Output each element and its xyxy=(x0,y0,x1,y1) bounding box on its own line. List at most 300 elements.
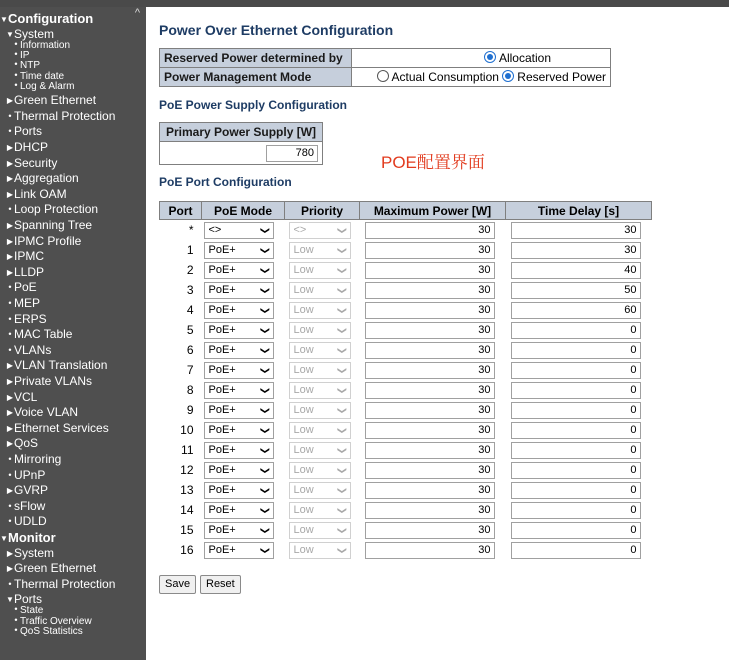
time-delay-input[interactable]: 0 xyxy=(511,542,641,559)
chevron-down-icon: ❯ xyxy=(337,286,348,294)
chevron-down-icon: ❯ xyxy=(337,446,348,454)
collapsed-chevron-icon: ▶ xyxy=(6,236,14,246)
sidebar-item-lldp[interactable] xyxy=(6,266,44,278)
sidebar-item-configuration[interactable] xyxy=(0,12,93,25)
priority-select xyxy=(289,342,351,359)
main-content xyxy=(146,7,729,660)
bullet-icon: • xyxy=(14,59,18,70)
port-number: * xyxy=(188,223,194,237)
sidebar-item-monitor[interactable] xyxy=(0,531,56,544)
annotation-text: POE配置界面 xyxy=(381,153,485,172)
sidebar-item-label: IPMC Profile xyxy=(14,233,82,248)
collapsed-chevron-icon: ▶ xyxy=(6,486,14,496)
chevron-down-icon: ❯ xyxy=(337,246,348,254)
chevron-down-icon: ❯ xyxy=(260,346,271,354)
sidebar-item-ipmc[interactable] xyxy=(6,250,44,262)
port-row xyxy=(160,360,652,380)
max-power-input[interactable]: 30 xyxy=(365,302,495,319)
sidebar-item-erps[interactable] xyxy=(6,313,47,325)
port-number: 2 xyxy=(186,263,194,277)
bullet-icon: • xyxy=(14,614,18,625)
port-number: 16 xyxy=(180,543,194,557)
port-config-heading: PoE Port Configuration xyxy=(159,175,292,189)
expanded-chevron-icon: ▼ xyxy=(6,595,14,605)
chevron-down-icon: ❯ xyxy=(337,266,348,274)
sidebar-item-label: Ethernet Services xyxy=(14,420,109,435)
poe-mode-select[interactable] xyxy=(204,402,274,419)
sidebar-item-label: MEP xyxy=(14,296,41,310)
bullet-icon: • xyxy=(8,126,12,137)
poe-mode-select[interactable] xyxy=(204,282,274,299)
time-delay-input[interactable]: 60 xyxy=(511,302,641,319)
poe-mode-select[interactable] xyxy=(204,262,274,279)
chevron-down-icon: ❯ xyxy=(260,486,271,494)
poe-mode-select[interactable] xyxy=(204,222,274,239)
port-row xyxy=(160,280,652,300)
sidebar-item-vcl[interactable] xyxy=(6,391,37,403)
port-config-table xyxy=(159,201,652,560)
max-power-input[interactable]: 30 xyxy=(365,402,495,419)
time-delay-input[interactable]: 0 xyxy=(511,462,641,479)
sidebar-item-label: Mirroring xyxy=(14,452,62,466)
poe-mode-select[interactable] xyxy=(204,542,274,559)
collapsed-chevron-icon: ▶ xyxy=(6,221,14,230)
collapsed-chevron-icon: ▶ xyxy=(6,564,14,574)
priority-select xyxy=(289,282,351,299)
sidebar-item-label: State xyxy=(20,605,44,617)
port-number: 3 xyxy=(186,283,194,297)
poe-mode-select[interactable] xyxy=(204,362,274,379)
sidebar-item-link-oam[interactable] xyxy=(6,188,67,200)
max-power-input[interactable]: 30 xyxy=(365,242,495,259)
chevron-down-icon: ❯ xyxy=(337,526,348,534)
poe-mode-value: PoE+ xyxy=(208,283,236,296)
sidebar-item-label: Voice VLAN xyxy=(14,405,79,420)
collapsed-chevron-icon: ▶ xyxy=(6,189,14,199)
sidebar-item-label: Green Ethernet xyxy=(14,93,97,108)
collapsed-chevron-icon: ▶ xyxy=(6,408,14,418)
bullet-icon: • xyxy=(8,578,12,589)
priority-value: Low xyxy=(293,263,314,276)
port-number: 6 xyxy=(186,343,194,357)
power-mode-table xyxy=(159,48,611,87)
sidebar-item-upnp[interactable] xyxy=(6,469,45,481)
priority-value: Low xyxy=(293,363,314,376)
sidebar-item-label: NTP xyxy=(20,60,40,72)
sidebar-item-label: PoE xyxy=(14,280,37,295)
port-row xyxy=(160,260,652,280)
priority-value: Low xyxy=(293,443,314,456)
sidebar-item-qos[interactable] xyxy=(6,437,38,449)
sidebar-item-label: Private VLANs xyxy=(14,374,93,388)
bullet-icon: • xyxy=(14,80,18,91)
sidebar-item-ethernet-services[interactable] xyxy=(6,422,109,434)
max-power-input[interactable]: 30 xyxy=(365,342,495,359)
chevron-down-icon: ❯ xyxy=(260,406,271,414)
time-delay-input[interactable]: 0 xyxy=(511,382,641,399)
port-row xyxy=(160,240,652,260)
poe-mode-select[interactable] xyxy=(204,322,274,339)
port-number: 1 xyxy=(186,243,194,257)
bullet-icon: • xyxy=(14,604,18,615)
sidebar-item-label: Ports xyxy=(14,592,43,607)
bullet-icon: • xyxy=(14,49,18,59)
collapsed-chevron-icon: ▶ xyxy=(6,361,14,371)
collapsed-chevron-icon: ▶ xyxy=(6,423,14,433)
max-power-input[interactable]: 30 xyxy=(365,442,495,459)
bullet-icon: • xyxy=(8,344,12,355)
chevron-down-icon: ❯ xyxy=(260,386,271,394)
max-power-input[interactable]: 30 xyxy=(365,422,495,439)
reserved-power-options xyxy=(352,49,611,68)
port-number: 5 xyxy=(186,323,194,337)
priority-value: Low xyxy=(293,283,314,296)
collapsed-chevron-icon: ▶ xyxy=(6,377,14,386)
sidebar-item-label: UDLD xyxy=(14,514,47,529)
sidebar-item-green-ethernet[interactable] xyxy=(6,562,96,574)
collapsed-chevron-icon: ▶ xyxy=(6,548,14,558)
chevron-down-icon: ❯ xyxy=(337,426,348,434)
port-row xyxy=(160,520,652,540)
sidebar-item-vlan-translation[interactable] xyxy=(6,359,107,371)
sidebar-item-label: sFlow xyxy=(14,498,46,513)
chevron-down-icon: ❯ xyxy=(260,306,271,314)
sidebar-item-security[interactable] xyxy=(6,157,57,169)
sidebar-item-label: System xyxy=(14,545,55,560)
col-priority: Priority xyxy=(285,202,360,220)
bullet-icon: • xyxy=(8,469,12,480)
expanded-chevron-icon: ▼ xyxy=(0,534,8,543)
priority-select xyxy=(289,362,351,379)
chevron-down-icon: ❯ xyxy=(260,266,271,274)
sidebar-item-ports[interactable] xyxy=(6,125,42,137)
collapsed-chevron-icon: ▶ xyxy=(6,439,14,449)
priority-select xyxy=(289,242,351,259)
max-power-input[interactable]: 30 xyxy=(365,222,495,239)
sidebar-item-label: DHCP xyxy=(14,140,49,154)
chevron-down-icon: ❯ xyxy=(337,386,348,394)
priority-value: Low xyxy=(293,483,314,496)
priority-value: Low xyxy=(293,523,314,536)
reserved-power-radio-label: Reserved Power xyxy=(517,70,606,84)
col-maximum-power: Maximum Power [W] xyxy=(360,202,506,220)
chevron-down-icon: ❯ xyxy=(337,486,348,494)
sidebar-item-aggregation[interactable] xyxy=(6,172,79,184)
expanded-chevron-icon: ▼ xyxy=(0,15,8,24)
chevron-down-icon: ❯ xyxy=(337,366,348,374)
priority-value: Low xyxy=(293,543,314,556)
sidebar-item-label: Log & Alarm xyxy=(20,81,75,93)
sidebar-item-mirroring[interactable] xyxy=(6,453,61,465)
sidebar-item-label: ERPS xyxy=(14,311,47,326)
sidebar-item-label: GVRP xyxy=(14,483,49,498)
priority-select xyxy=(289,442,351,459)
primary-supply-header: Primary Power Supply [W] xyxy=(160,123,323,142)
chevron-down-icon: ❯ xyxy=(260,366,271,374)
chevron-down-icon: ❯ xyxy=(337,506,348,514)
collapsed-chevron-icon: ▶ xyxy=(6,252,14,262)
poe-mode-value: PoE+ xyxy=(208,383,236,396)
port-number: 11 xyxy=(181,443,194,457)
priority-select xyxy=(289,482,351,499)
port-row xyxy=(160,540,652,560)
poe-mode-select[interactable] xyxy=(204,422,274,439)
chevron-down-icon: ❯ xyxy=(260,526,271,534)
bullet-icon: • xyxy=(8,454,12,464)
max-power-input[interactable]: 30 xyxy=(365,382,495,399)
sidebar-item-label: Aggregation xyxy=(14,171,79,186)
sidebar-item-label: Information xyxy=(20,39,71,51)
priority-value: Low xyxy=(293,383,314,396)
priority-select xyxy=(289,222,351,239)
chevron-down-icon: ❯ xyxy=(337,326,348,334)
port-row xyxy=(160,460,652,480)
max-power-input[interactable]: 30 xyxy=(365,282,495,299)
collapsed-chevron-icon: ▶ xyxy=(6,158,14,168)
port-row xyxy=(160,420,652,440)
max-power-input[interactable]: 30 xyxy=(365,482,495,499)
bullet-icon: • xyxy=(8,313,12,324)
poe-mode-value: PoE+ xyxy=(208,423,236,436)
port-row xyxy=(160,500,652,520)
chevron-down-icon: ❯ xyxy=(260,286,271,294)
save-button[interactable]: Save xyxy=(159,575,196,594)
chevron-down-icon: ❯ xyxy=(260,466,271,474)
poe-mode-value: PoE+ xyxy=(208,443,236,456)
sidebar-item-mac-table[interactable] xyxy=(6,328,72,340)
col-time-delay: Time Delay [s] xyxy=(506,202,652,220)
sidebar-item-vlans[interactable] xyxy=(6,344,51,356)
sidebar-item-label: Monitor xyxy=(8,530,56,545)
time-delay-input[interactable]: 30 xyxy=(511,222,641,239)
chevron-down-icon: ❯ xyxy=(260,546,271,554)
time-delay-input[interactable]: 0 xyxy=(511,482,641,499)
primary-supply-input[interactable]: 780 xyxy=(266,145,318,162)
time-delay-input[interactable]: 0 xyxy=(511,342,641,359)
max-power-input[interactable]: 30 xyxy=(365,362,495,379)
priority-select xyxy=(289,402,351,419)
max-power-input[interactable]: 30 xyxy=(365,522,495,539)
bullet-icon: • xyxy=(8,329,12,340)
scroll-up-icon[interactable]: ^ xyxy=(134,7,140,19)
port-number: 9 xyxy=(186,403,194,417)
sidebar-item-system[interactable] xyxy=(6,547,54,559)
collapsed-chevron-icon: ▶ xyxy=(6,392,14,402)
bullet-icon: • xyxy=(8,204,12,215)
chevron-down-icon: ❯ xyxy=(260,506,271,514)
sidebar-item-label: VLANs xyxy=(14,342,52,357)
time-delay-input[interactable]: 0 xyxy=(511,422,641,439)
sidebar-item-label: Traffic Overview xyxy=(20,615,92,627)
priority-value: Low xyxy=(293,243,314,256)
chevron-down-icon: ❯ xyxy=(260,246,271,254)
collapsed-chevron-icon: ▶ xyxy=(6,143,14,152)
max-power-input[interactable]: 30 xyxy=(365,502,495,519)
poe-mode-select[interactable] xyxy=(204,342,274,359)
sidebar-item-label: QoS Statistics xyxy=(20,626,83,638)
sidebar-item-label: MAC Table xyxy=(14,327,73,342)
poe-mode-select[interactable] xyxy=(204,462,274,479)
sidebar-item-information[interactable] xyxy=(12,40,70,51)
allocation-radio[interactable] xyxy=(484,51,551,65)
poe-mode-value: PoE+ xyxy=(208,323,236,336)
sidebar-item-poe[interactable] xyxy=(6,281,37,293)
poe-mode-select[interactable] xyxy=(204,442,274,459)
sidebar-item-thermal-protection[interactable] xyxy=(6,578,115,590)
poe-mode-value: <> xyxy=(208,223,222,236)
port-number: 15 xyxy=(180,523,194,537)
port-number: 12 xyxy=(180,463,194,477)
time-delay-input[interactable]: 0 xyxy=(511,322,641,339)
poe-mode-value: PoE+ xyxy=(208,523,236,536)
poe-mode-select[interactable] xyxy=(204,502,274,519)
port-row xyxy=(160,340,652,360)
port-number: 14 xyxy=(180,503,194,517)
chevron-down-icon: ❯ xyxy=(260,226,271,234)
priority-value: Low xyxy=(293,343,314,356)
supply-heading: PoE Power Supply Configuration xyxy=(159,98,348,112)
time-delay-input[interactable]: 0 xyxy=(511,502,641,519)
port-number: 4 xyxy=(186,303,194,317)
actual-consumption-radio[interactable] xyxy=(377,70,499,84)
priority-value: Low xyxy=(293,303,314,316)
port-row xyxy=(160,300,652,320)
priority-value: Low xyxy=(293,323,314,336)
reset-button[interactable]: Reset xyxy=(200,575,241,594)
time-delay-input[interactable]: 40 xyxy=(511,262,641,279)
port-number: 10 xyxy=(180,423,194,437)
poe-mode-select[interactable] xyxy=(204,242,274,259)
time-delay-input[interactable]: 30 xyxy=(511,242,641,259)
sidebar-item-system[interactable] xyxy=(6,28,54,40)
reserved-power-label: Reserved Power determined by xyxy=(160,49,352,68)
chevron-down-icon: ❯ xyxy=(337,226,348,234)
sidebar-item-label: Configuration xyxy=(8,11,94,26)
poe-mode-select[interactable] xyxy=(204,522,274,539)
chevron-down-icon: ❯ xyxy=(260,426,271,434)
radio-unchecked-icon xyxy=(377,70,389,82)
sidebar-item-dhcp[interactable] xyxy=(6,141,48,153)
poe-mode-select[interactable] xyxy=(204,382,274,399)
chevron-down-icon: ❯ xyxy=(337,346,348,354)
power-management-label: Power Management Mode xyxy=(160,68,352,87)
radio-checked-icon xyxy=(484,51,496,63)
sidebar-item-label: VLAN Translation xyxy=(14,358,108,373)
poe-mode-value: PoE+ xyxy=(208,463,236,476)
actual-consumption-label: Actual Consumption xyxy=(391,70,499,84)
sidebar-item-label: UPnP xyxy=(14,467,46,482)
col-poe-mode: PoE Mode xyxy=(202,202,285,220)
collapsed-chevron-icon: ▶ xyxy=(6,267,14,277)
sidebar-item-label: Security xyxy=(14,155,58,170)
poe-mode-value: PoE+ xyxy=(208,243,236,256)
sidebar-item-udld[interactable] xyxy=(6,515,47,527)
bullet-icon: • xyxy=(14,69,18,80)
max-power-input[interactable]: 30 xyxy=(365,322,495,339)
sidebar-item-loop-protection[interactable] xyxy=(6,203,98,215)
priority-value: Low xyxy=(293,423,314,436)
collapsed-chevron-icon: ▶ xyxy=(6,96,14,106)
sidebar-item-label: Link OAM xyxy=(14,186,67,201)
sidebar-item-label: Thermal Protection xyxy=(14,108,116,123)
time-delay-input[interactable]: 0 xyxy=(511,402,641,419)
port-row xyxy=(160,400,652,420)
sidebar-item-qos-statistics[interactable] xyxy=(12,626,83,637)
sidebar-item-voice-vlan[interactable] xyxy=(6,406,78,418)
time-delay-input[interactable]: 0 xyxy=(511,442,641,459)
sidebar-item-label: Loop Protection xyxy=(14,202,99,217)
poe-mode-value: PoE+ xyxy=(208,503,236,516)
sidebar-item-log-alarm[interactable] xyxy=(12,81,74,92)
poe-mode-value: PoE+ xyxy=(208,303,236,316)
sidebar-item-label: Time date xyxy=(20,70,65,82)
time-delay-input[interactable]: 0 xyxy=(511,522,641,539)
max-power-input[interactable]: 30 xyxy=(365,542,495,559)
poe-mode-value: PoE+ xyxy=(208,343,236,356)
sidebar-item-label: QoS xyxy=(14,436,39,451)
bullet-icon: • xyxy=(8,500,12,511)
reserved-power-radio[interactable] xyxy=(502,70,606,84)
sidebar-item-sflow[interactable] xyxy=(6,500,45,512)
sidebar-item-private-vlans[interactable] xyxy=(6,375,92,387)
sidebar-item-thermal-protection[interactable] xyxy=(6,110,115,122)
allocation-radio-label: Allocation xyxy=(498,51,551,65)
expanded-chevron-icon: ▼ xyxy=(6,29,14,39)
priority-value: Low xyxy=(293,463,314,476)
sidebar-item-ipmc-profile[interactable] xyxy=(6,235,81,247)
port-number: 8 xyxy=(186,383,194,397)
navigation-sidebar[interactable] xyxy=(0,7,146,660)
poe-mode-value: PoE+ xyxy=(208,263,236,276)
chevron-down-icon: ❯ xyxy=(260,326,271,334)
chevron-down-icon: ❯ xyxy=(337,466,348,474)
poe-mode-select[interactable] xyxy=(204,482,274,499)
sidebar-item-label: IPMC xyxy=(14,249,44,264)
sidebar-item-label: Spanning Tree xyxy=(14,218,93,232)
power-management-options xyxy=(352,68,611,87)
sidebar-item-green-ethernet[interactable] xyxy=(6,94,96,106)
max-power-input[interactable]: 30 xyxy=(365,462,495,479)
chevron-down-icon: ❯ xyxy=(337,406,348,414)
poe-mode-select[interactable] xyxy=(204,302,274,319)
bullet-icon: • xyxy=(8,298,12,308)
priority-value: Low xyxy=(293,503,314,516)
sidebar-item-label: VCL xyxy=(14,389,38,404)
sidebar-item-label: Ports xyxy=(14,124,43,139)
sidebar-item-spanning-tree[interactable] xyxy=(6,219,92,231)
top-bar xyxy=(0,0,729,7)
port-row xyxy=(160,220,652,241)
sidebar-item-label: Thermal Protection xyxy=(14,576,116,591)
time-delay-input[interactable]: 0 xyxy=(511,362,641,379)
collapsed-chevron-icon: ▶ xyxy=(6,174,14,184)
port-row xyxy=(160,480,652,500)
sidebar-item-label: System xyxy=(14,26,55,41)
priority-select xyxy=(289,262,351,279)
sidebar-item-mep[interactable] xyxy=(6,297,40,309)
bullet-icon: • xyxy=(8,110,12,121)
priority-select xyxy=(289,542,351,559)
bullet-icon: • xyxy=(14,625,18,636)
priority-select xyxy=(289,522,351,539)
port-row xyxy=(160,440,652,460)
sidebar-item-gvrp[interactable] xyxy=(6,484,48,496)
sidebar-item-ports[interactable] xyxy=(6,593,42,605)
max-power-input[interactable]: 30 xyxy=(365,262,495,279)
poe-mode-value: PoE+ xyxy=(208,363,236,376)
time-delay-input[interactable]: 50 xyxy=(511,282,641,299)
chevron-down-icon: ❯ xyxy=(337,306,348,314)
